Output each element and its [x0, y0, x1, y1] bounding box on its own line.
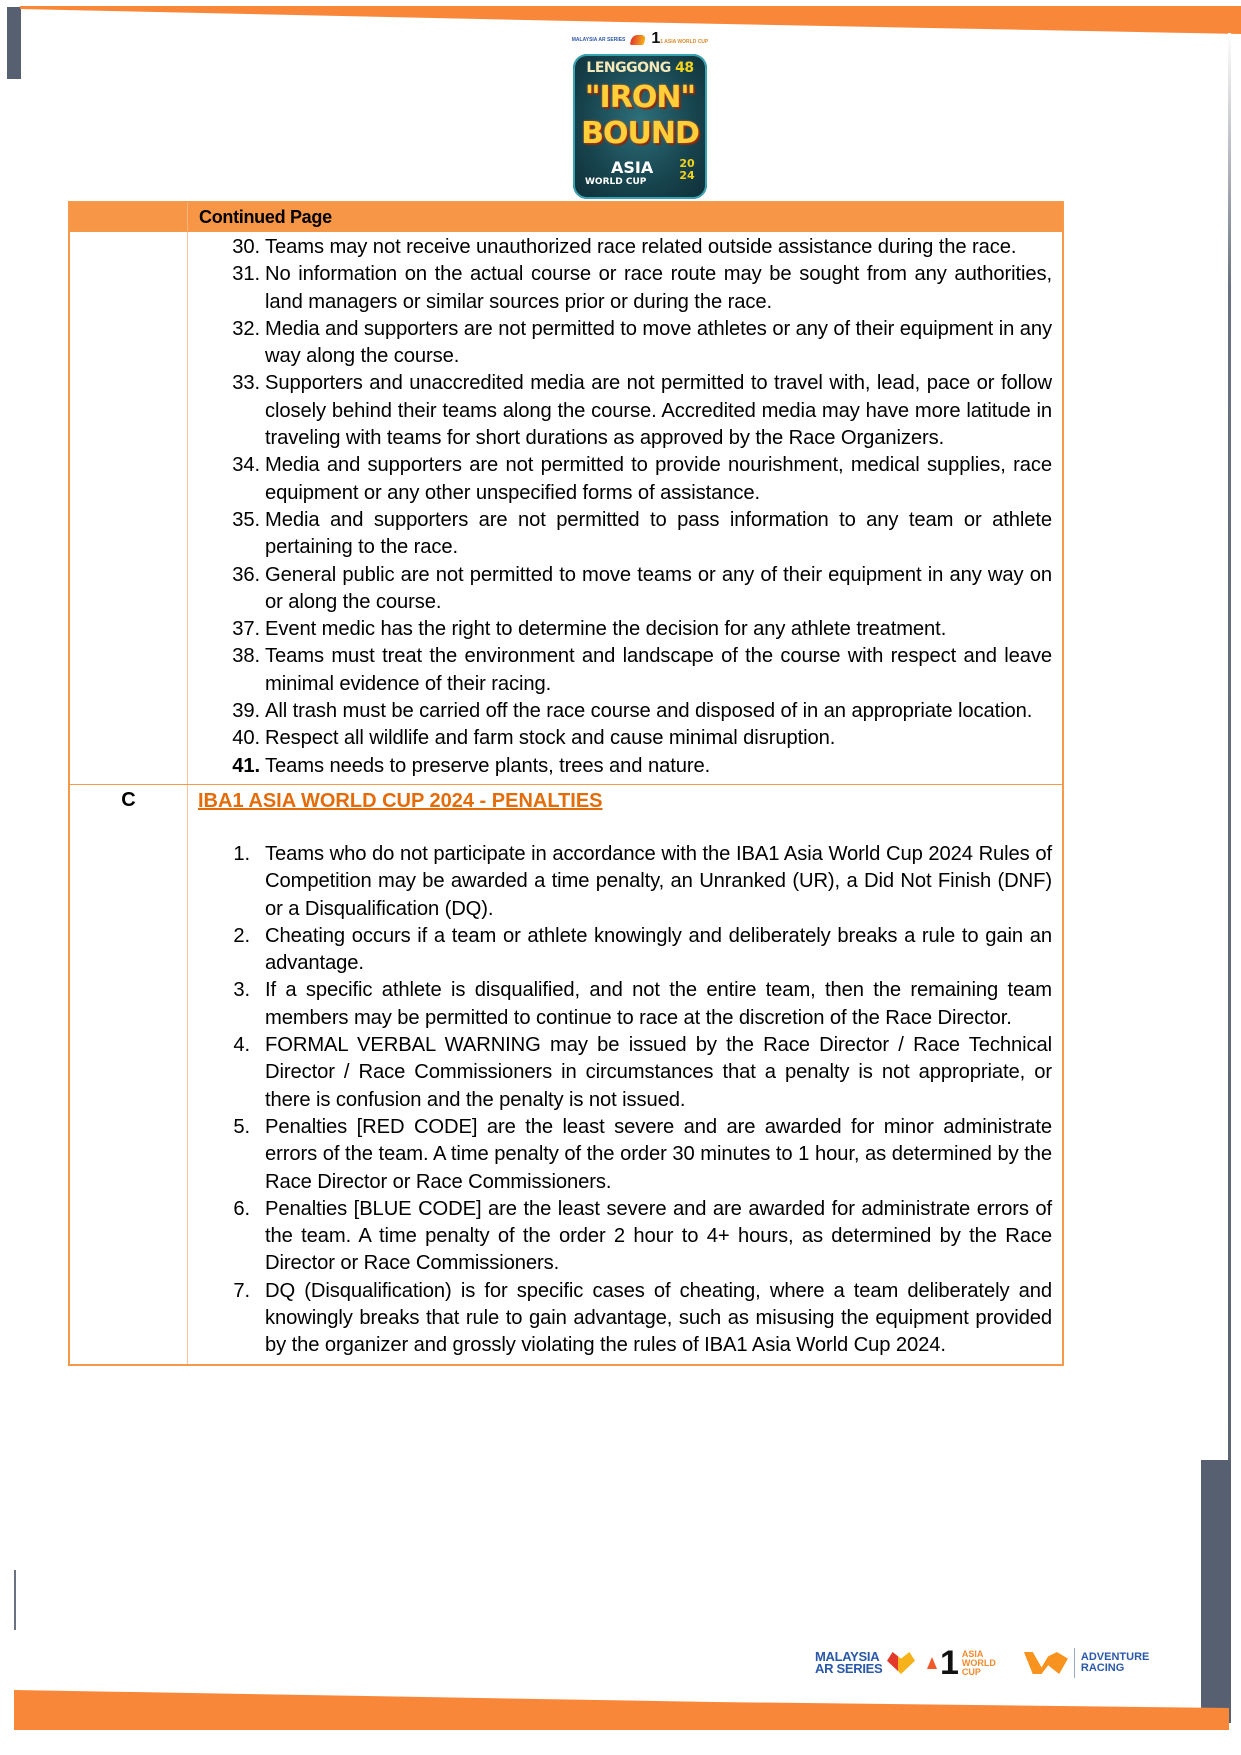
rule-item — [198, 923, 1052, 978]
rule-number: 37. — [232, 618, 260, 641]
table-header-label-cell — [70, 203, 188, 231]
rule-number: 36. — [232, 563, 260, 586]
continued-rules-list — [198, 234, 1052, 780]
number-one-logo-icon: 1 — [940, 1644, 959, 1682]
badge-line-iron: "IRON" — [584, 80, 696, 115]
rule-number: 35. — [232, 508, 260, 531]
header-sponsor-logos — [570, 30, 710, 50]
world-obstacle-adventure-racing-logo: ADVENTURE RACING — [1024, 1648, 1153, 1678]
rule-number: 5. — [233, 1115, 250, 1138]
badge-line-bound: BOUND — [581, 116, 699, 151]
logo-separator — [1074, 1648, 1075, 1678]
penalties-section-title: IBA1 ASIA WORLD CUP 2024 - PENALTIES — [198, 789, 603, 812]
rule-item — [198, 452, 1052, 507]
rule-item — [198, 562, 1052, 617]
rule-item — [198, 370, 1052, 452]
rule-text: Event medic has the right to determine the decision for any athlete treatment. — [265, 618, 947, 641]
rule-item — [198, 725, 1052, 752]
rule-item — [198, 1114, 1052, 1196]
rule-text: Teams needs to preserve plants, trees and nature. — [265, 754, 711, 777]
rule-text: No information on the actual course or race route may be sought from any authorities, land managers or similar sources prior or during the race. — [265, 263, 1052, 313]
rule-item — [198, 507, 1052, 562]
badge-line-lenggong: LENGGONG 48 — [586, 60, 694, 76]
mini-heart-icon — [630, 35, 647, 45]
rule-number: 40. — [232, 727, 260, 750]
footer-orange-stripe — [14, 1690, 1229, 1730]
rule-text: Penalties [RED CODE] are the least severe and are awarded for minor administrate errors of the team. A time penalty of the order 30 minutes to 1 hour, as determined by the Race Director or Race Commissioners. — [265, 1115, 1052, 1193]
table-header-row — [70, 203, 1062, 232]
rule-text: All trash must be carried off the race course and disposed of in an appropriate location. — [265, 700, 1033, 723]
rule-item — [198, 753, 1052, 780]
rule-item — [198, 1196, 1052, 1278]
rule-item — [198, 316, 1052, 371]
rule-number: 1. — [233, 842, 250, 865]
rule-text: DQ (Disqualification) is for specific cases of cheating, where a team deliberately and knowingly breaks that rule to gain advantage, such as misusing the equipment provided by the organizer and grossly violating the rules of IBA1 Asia World Cup 2024. — [265, 1279, 1052, 1357]
section-label-c: C — [70, 785, 188, 1364]
rule-text: Teams may not receive unauthorized race related outside assistance during the race. — [265, 236, 1017, 258]
rule-number: 38. — [232, 645, 260, 668]
rule-item — [198, 261, 1052, 316]
rule-number: 7. — [233, 1279, 250, 1302]
section-spacer — [198, 815, 1052, 841]
continued-rules-row — [70, 232, 1062, 784]
rule-text: Media and supporters are not permitted to move athletes or any of their equipment in any way along the course. — [265, 317, 1052, 368]
rule-text: Media and supporters are not permitted to provide nourishment, medical supplies, race equipment or any other unspecified forms of assistance. — [265, 454, 1052, 504]
rule-item — [198, 1278, 1052, 1360]
rule-number: 6. — [233, 1197, 250, 1220]
mini-asia-world-cup-logo: 11 ASIA WORLD CUP — [651, 29, 709, 47]
rule-number: 39. — [232, 700, 260, 723]
malaysia-ar-series-logo: MALAYSIA AR SERIES — [815, 1651, 915, 1675]
rule-text: Teams who do not participate in accordance with the IBA1 Asia World Cup 2024 Rules of Competition may be awarded a time penalty, an Unranked (UR), a Did Not Finish (DNF) or a Disqualification (DQ). — [265, 842, 1052, 920]
rule-item — [198, 841, 1052, 923]
rule-text: Cheating occurs if a team or athlete knowingly and deliberately breaks a rule to gain an advantage. — [265, 924, 1052, 975]
rule-text: Supporters and unaccredited media are not permitted to travel with, lead, pace or follow closely behind their teams along the course. Accredited media may have more latitude in traveling with teams for short durations as approved by the Race Organizers. — [265, 372, 1052, 450]
rule-text: FORMAL VERBAL WARNING may be issued by the Race Director / Race Technical Director / Race Commissioners in circumstances that a penalty is not appropriate, or there is confusion and the penalty is not issued. — [265, 1034, 1052, 1111]
rule-number: 3. — [233, 979, 250, 1002]
rule-number: 31. — [232, 263, 260, 286]
rule-item — [198, 977, 1052, 1032]
rule-item — [198, 616, 1052, 643]
badge-line-asia-world-cup: ASIA WORLD CUP 20 24 — [585, 157, 695, 187]
footer-sponsor-logos — [815, 1645, 1153, 1681]
rule-text: Penalties [BLUE CODE] are the least severe and are awarded for administrate errors of the team. A time penalty of the order 2 hour to 4+ hours, as determined by the Race Director or Race Commissioners. — [265, 1197, 1052, 1275]
badge-year: 20 24 — [679, 157, 695, 182]
penalties-rules-list — [198, 841, 1052, 1360]
rule-text: Respect all wildlife and farm stock and cause minimal disruption. — [265, 727, 836, 750]
wo-logo-icon — [1024, 1652, 1068, 1674]
rules-table — [68, 201, 1064, 1366]
table-header-title: Continued Page — [199, 207, 332, 227]
penalties-cell — [188, 785, 1062, 1364]
rule-text: If a specific athlete is disqualified, and not the entire team, then the remaining team members may be permitted to continue to race at the discretion of the Race Director. — [265, 979, 1052, 1029]
rule-number: 41. — [232, 754, 260, 777]
rule-number: 32. — [232, 317, 260, 340]
rule-text: Teams must treat the environment and landscape of the course with respect and leave minimal evidence of their racing. — [265, 645, 1052, 695]
asia-world-cup-logo: 1 ASIA WORLD CUP — [927, 1646, 1012, 1680]
mini-malaysia-ar-logo: MALAYSIA AR SERIES — [571, 36, 626, 43]
rule-number: 4. — [233, 1034, 250, 1057]
heart-logo-icon — [887, 1652, 915, 1674]
iron-bound-badge — [573, 54, 707, 199]
frame-right-bar — [1201, 1460, 1231, 1723]
rule-number: 34. — [232, 454, 260, 477]
rule-number: 2. — [233, 924, 250, 947]
rule-text: Media and supporters are not permitted to pass information to any team or athlete pertaining to the race. — [265, 508, 1052, 559]
triangle-logo-icon — [927, 1657, 937, 1669]
event-logo — [570, 30, 710, 205]
rule-number: 33. — [232, 372, 260, 395]
penalties-row — [70, 784, 1062, 1364]
rule-item — [198, 643, 1052, 698]
rule-item — [198, 234, 1052, 261]
continued-rules-cell — [188, 232, 1062, 784]
rule-item — [198, 698, 1052, 725]
rule-item — [198, 1032, 1052, 1114]
frame-left-line — [14, 1570, 16, 1630]
rule-number: 30. — [232, 236, 260, 258]
continued-rules-label-cell — [70, 232, 188, 784]
rule-text: General public are not permitted to move teams or any of their equipment in any way on or along the course. — [265, 563, 1052, 613]
frame-left-bar — [7, 7, 21, 79]
